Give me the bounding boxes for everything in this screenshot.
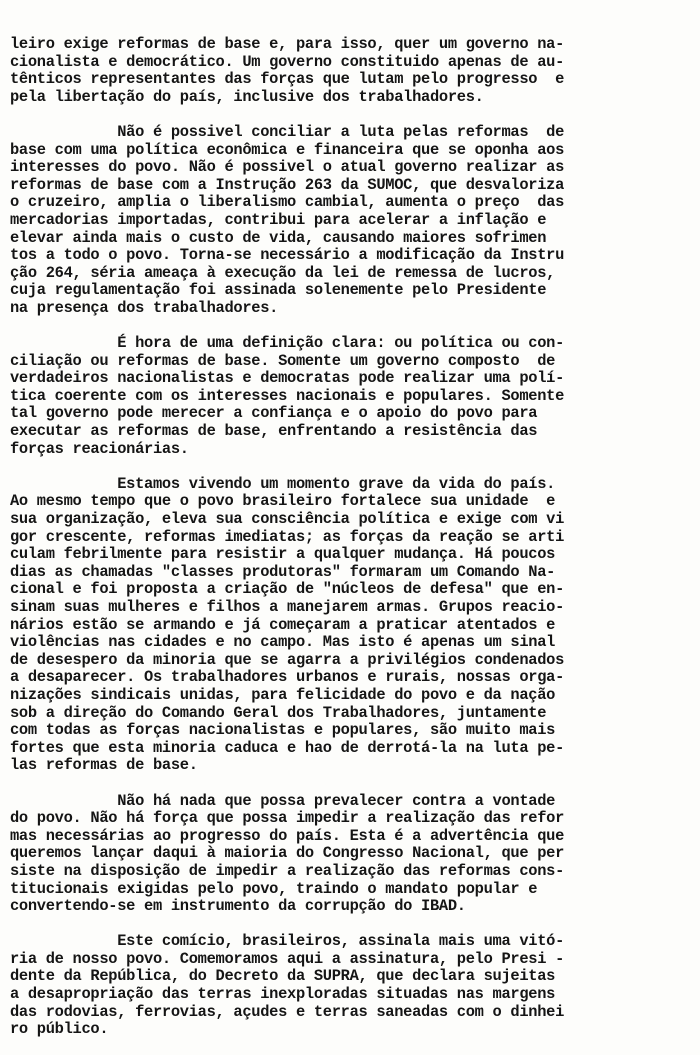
text-line: do povo. Não há força que possa impedir a realização das refor: [10, 809, 565, 828]
text-line: interesses do povo. Não é possivel o atual governo realizar as: [10, 158, 565, 177]
text-line: a desaparecer. Os trabalhadores urbanos e rurais, nossas orga-: [10, 668, 565, 687]
text-line: tos a todo o povo. Torna-se necessário a modificação da Instru: [10, 246, 565, 265]
text-line: das rodovias, ferrovias, açudes e terras saneadas com o dinhei: [10, 1002, 565, 1021]
text-line: Ao mesmo tempo que o povo brasileiro fortalece sua unidade e: [10, 492, 556, 511]
text-line: na presença dos trabalhadores.: [10, 298, 279, 317]
paragraph: [10, 933, 700, 1039]
text-line: fortes que esta minoria caduca e hao de derrotá-la na luta pe-: [10, 738, 565, 757]
text-line: sob a direção do Comando Geral dos Trabalhadores, juntamente: [10, 703, 547, 722]
text-line: cionalista e democrático. Um governo constituido apenas de au-: [10, 52, 565, 71]
text-line: de desespero da minoria que se agarra a privilégios condenados: [10, 650, 565, 669]
text-line: gor crescente, reformas imediatas; as forças da reação se arti: [10, 527, 565, 546]
text-line: Não é possivel conciliar a luta pelas reformas de: [10, 122, 565, 141]
text-line: dente da República, do Decreto da SUPRA, que declara sujeitas: [10, 967, 556, 986]
text-line: tênticos representantes das forças que lutam pelo progresso e: [10, 70, 565, 89]
text-line: queremos lançar daqui à maioria do Congresso Nacional, que per: [10, 844, 565, 863]
text-line: ria de nosso povo. Comemoramos aqui a assinatura, pelo Presi -: [10, 949, 565, 968]
text-line: a desapropriação das terras inexploradas situadas nas margens: [10, 985, 556, 1004]
document-body: [10, 36, 700, 1056]
text-line: sinam suas mulheres e filhos a manejarem armas. Grupos reacio-: [10, 598, 565, 616]
text-line: verdadeiros nacionalistas e democratas pode realizar uma polí-: [10, 369, 565, 388]
paragraph: [10, 476, 700, 775]
text-line: sua organização, eleva sua consciência política e exige com vi: [10, 510, 565, 529]
text-line: titucionais exigidas pelo povo, traindo o mandato popular e: [10, 879, 538, 898]
text-line: dias as chamadas "classes produtoras" formaram um Comando Na-: [10, 562, 556, 581]
text-line: cional e foi proposta a criação de "núcleos de defesa" que en-: [10, 580, 565, 599]
text-line: leiro exige reformas de base e, para isso, quer um governo na-: [10, 35, 565, 53]
text-line: o cruzeiro, amplia o liberalismo cambial, aumenta o preço das: [10, 193, 565, 212]
text-line: violências nas cidades e no campo. Mas isto é apenas um sinal: [10, 633, 556, 652]
paragraph: [10, 36, 700, 106]
text-line: com todas as forças nacionalistas e populares, são muito mais: [10, 721, 556, 740]
text-line: ro público.: [10, 1020, 109, 1039]
text-line: forças reacionárias.: [10, 439, 189, 458]
paragraph: [10, 793, 700, 916]
text-line: mas necessárias ao progresso do país. Esta é a advertência que: [10, 826, 565, 845]
paragraph: [10, 124, 700, 318]
text-line: las reformas de base.: [10, 756, 198, 775]
text-line: É hora de uma definição clara: ou política ou con-: [10, 334, 565, 353]
text-line: tica coerente com os interesses nacionais e populares. Somente: [10, 386, 565, 405]
text-line: mercadorias importadas, contribui para acelerar a inflação e: [10, 210, 547, 229]
text-line: culam febrilmente para resistir a qualquer mudança. Há poucos: [10, 545, 556, 564]
text-line: base com uma política econômica e financeira que se oponha aos: [10, 140, 565, 159]
text-line: cuja regulamentação foi assinada solenemente pelo Presidente: [10, 281, 547, 300]
text-line: reformas de base com a Instrução 263 da SUMOC, que desvaloriza: [10, 175, 565, 194]
text-line: ção 264, séria ameaça à execução da lei de remessa de lucros,: [10, 263, 556, 282]
text-line: nizações sindicais unidas, para felicidade do povo e da nação: [10, 685, 556, 704]
text-line: Não há nada que possa prevalecer contra a vontade: [10, 791, 556, 810]
text-line: pela libertação do país, inclusive dos trabalhadores.: [10, 87, 484, 106]
text-line: Estamos vivendo um momento grave da vida do país.: [10, 474, 556, 493]
text-line: Este comício, brasileiros, assinala mais uma vitó-: [10, 932, 565, 951]
text-line: elevar ainda mais o custo de vida, causando maiores sofrimen: [10, 228, 547, 247]
paragraph: [10, 335, 700, 458]
text-line: convertendo-se em instrumento da corrupção do IBAD.: [10, 897, 466, 916]
text-line: ciliação ou reformas de base. Somente um governo composto de: [10, 351, 556, 370]
text-line: executar as reformas de base, enfrentando a resistência das: [10, 422, 538, 441]
text-line: nários estão se armando e já começaram a praticar atentados e: [10, 615, 556, 634]
text-line: tal governo pode merecer a confiança e o apoio do povo para: [10, 404, 538, 423]
text-line: siste na disposição de impedir a realização das reformas cons-: [10, 861, 565, 880]
